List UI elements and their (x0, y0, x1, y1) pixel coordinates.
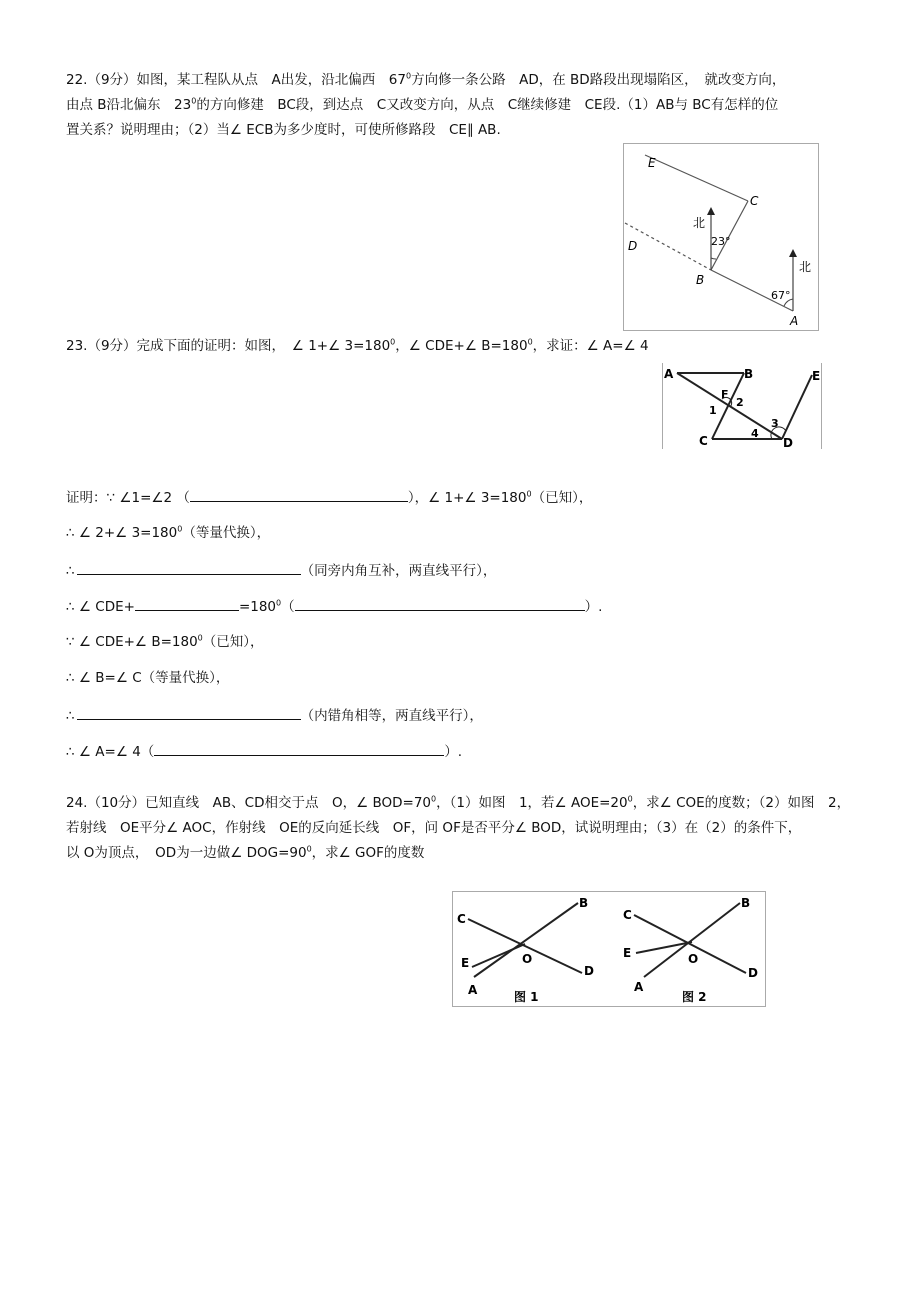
label-e: E (812, 369, 821, 383)
proof-line4: ∴ ∠ $CDE+ =180^0$（ ）. (66, 596, 602, 617)
label-c: C (750, 194, 759, 208)
q22-line2: 由点 B沿北偏东 $23^0$的方向修建 BC段，到达点 C又改变方向，从点 C继续修建 CE段.（1）AB与 BC有怎样的位 (66, 96, 779, 113)
label-1: 1 (709, 404, 717, 417)
blank-4[interactable] (295, 596, 585, 611)
fig2-label-b: B (741, 896, 751, 910)
q24-figure (452, 891, 766, 1007)
north-label-b: 北 (693, 216, 706, 230)
fig2-caption: 图 2 (682, 990, 707, 1004)
proof-line3: ∴ （同旁内角互补，两直线平行）， (66, 560, 496, 581)
fig1-label-d: D (584, 964, 594, 978)
fig1-caption: 图 1 (514, 990, 539, 1004)
blank-6[interactable] (154, 741, 444, 756)
proof-line8: ∴ ∠ A=∠ 4（ ）. (66, 741, 462, 762)
fig1-label-o: O (522, 952, 533, 966)
label-e: E (648, 156, 656, 170)
proof-line5: ∵ ∠ CDE+∠ $B=180^0$（已知）， (66, 633, 264, 650)
north-label-a: 北 (799, 260, 812, 274)
proof-line1: 证明：∵ ∠1=∠2 （ ），∠ 1+∠ $3=180^0$（已知）， (66, 487, 592, 508)
fig2-label-e: E (623, 946, 632, 960)
fig1-label-a: A (468, 983, 478, 997)
proof-line6: ∴ ∠ B=∠ C（等量代换）， (66, 670, 230, 686)
q22-line3: 置关系？说明理由；（2）当∠ ECB为多少度时，可使所修路段 CE∥ AB. (66, 122, 501, 138)
label-b: B (744, 367, 754, 381)
angle-67: 67° (771, 289, 791, 302)
label-a: A (790, 314, 799, 328)
blank-5[interactable] (77, 705, 301, 720)
blank-1[interactable] (190, 487, 408, 502)
label-b: B (696, 273, 705, 287)
label-a: A (664, 367, 674, 381)
label-c: C (699, 434, 708, 448)
q24-line3: 以 O为顶点， OD为一边做∠ $DOG=90^0$，求∠ GOF的度数 (66, 844, 425, 861)
label-4: 4 (751, 427, 759, 440)
q24-line1: 24.（10分）已知直线 AB、CD相交于点 O，∠ $BOD=70^0$，（1）如图 1，若∠ $AOE=20^0$，求∠ COE的度数；（2）如图 2， (66, 794, 851, 811)
fig2-label-o: O (688, 952, 699, 966)
q22-line1: 22.（9分）如图，某工程队从点 A出发，沿北偏西 $67^0$方向修一条公路 AD，在 BD路段出现塌陷区， 就改变方向， (66, 71, 786, 88)
fig1-label-e: E (461, 956, 470, 970)
blank-3[interactable] (135, 596, 239, 611)
fig2-label-d: D (748, 966, 758, 980)
proof-line2: ∴ ∠ 2+∠ $3=180^0$（等量代换）， (66, 524, 271, 541)
q24-line2: 若射线 OE平分∠ AOC，作射线 OE的反向延长线 OF，问 OF是否平分∠ BOD，试说明理由；（3）在（2）的条件下， (66, 820, 802, 836)
label-d: D (628, 239, 638, 253)
blank-2[interactable] (77, 560, 301, 575)
fig2-label-a: A (634, 980, 644, 994)
fig1-label-c: C (457, 912, 466, 926)
label-2: 2 (736, 396, 744, 409)
label-3: 3 (771, 417, 779, 430)
q23-figure (662, 363, 822, 449)
q23-title: 23.（9分）完成下面的证明：如图， ∠ 1+∠ $3=180^0$，∠ CDE+∠ $B=180^0$，求证：∠ A=∠ 4 (66, 337, 649, 354)
label-d: D (783, 436, 793, 449)
proof-line7: ∴ （内错角相等，两直线平行）， (66, 705, 483, 726)
fig1-label-b: B (579, 896, 589, 910)
q22-figure (623, 143, 819, 331)
angle-23: 23° (711, 235, 731, 248)
label-f: F (721, 388, 729, 401)
fig2-label-c: C (623, 908, 632, 922)
